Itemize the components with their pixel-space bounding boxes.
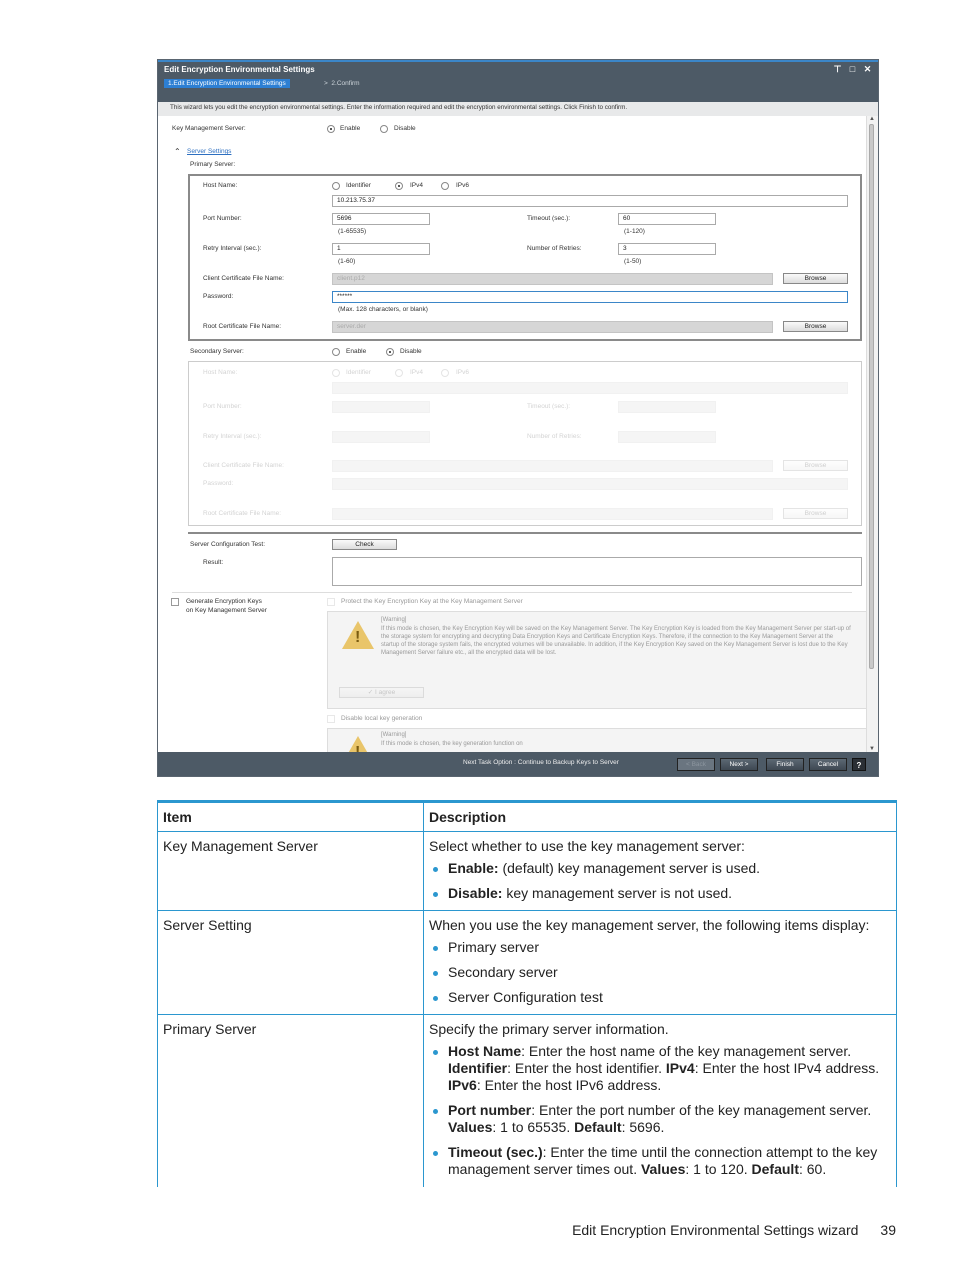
identifier-radio[interactable]	[332, 182, 340, 190]
list-item: Disable: key management server is not used.	[448, 885, 891, 902]
generate-keys-label-1: Generate Encryption Keys	[186, 598, 262, 605]
row-intro: When you use the key management server, the following items display:	[429, 917, 870, 933]
wizard-description: This wizard lets you edit the encryption environmental settings. Enter the information required and edit the encryption environmental settings. Click Finish to confirm.	[158, 102, 878, 116]
protect-key-label: Protect the Key Encryption Key at the Key Management Server	[341, 598, 523, 605]
warning2-title: [Warning]	[381, 732, 407, 738]
timeout-label: Timeout (sec.):	[527, 215, 571, 222]
agree-button: ✓ I agree	[339, 687, 424, 698]
ipv6-radio[interactable]	[441, 182, 449, 190]
scroll-thumb[interactable]	[869, 124, 874, 669]
sec-retries-input	[618, 431, 716, 443]
sec-retries-label: Number of Retries:	[527, 433, 582, 440]
warning-icon-2	[342, 736, 374, 752]
primary-server-label: Primary Server:	[190, 161, 236, 168]
list-item: Host Name: Enter the host name of the key management server. Identifier: Enter the host identifier. IPv4: Enter the host IPv4 address. IPv6: Enter the host IPv6 address.	[448, 1043, 891, 1094]
protect-key-checkbox	[327, 598, 335, 606]
description-table	[157, 800, 897, 1187]
table-row	[158, 1015, 897, 1187]
host-name-input[interactable]: 10.213.75.37	[332, 195, 848, 207]
finish-button[interactable]: Finish	[766, 758, 804, 771]
row-item: Key Management Server	[158, 832, 424, 911]
wizard-dialog-screenshot	[157, 59, 879, 777]
kms-disable-radio[interactable]	[380, 125, 388, 133]
sec-root-cert-label: Root Certificate File Name:	[203, 510, 282, 517]
sec-host-name-label: Host Name:	[203, 369, 238, 376]
secondary-disable-label: Disable	[400, 348, 422, 355]
next-button[interactable]: Next >	[720, 758, 758, 771]
retry-interval-label: Retry Interval (sec.):	[203, 245, 262, 252]
kms-label: Key Management Server:	[172, 125, 246, 132]
disable-local-checkbox	[327, 715, 335, 723]
port-number-input[interactable]: 5696	[332, 213, 430, 225]
identifier-label: Identifier	[346, 182, 371, 189]
sec-host-input	[332, 382, 848, 394]
root-cert-label: Root Certificate File Name:	[203, 323, 282, 330]
sec-root-cert-input	[332, 508, 773, 520]
timeout-range: (1-120)	[624, 228, 645, 235]
page-footer	[572, 1222, 896, 1238]
client-cert-browse-button[interactable]: Browse	[783, 273, 848, 284]
sec-ipv6-label: IPv6	[456, 369, 470, 376]
step-2-confirm: > 2.Confirm	[324, 80, 360, 87]
server-config-test-label: Server Configuration Test:	[190, 541, 266, 548]
ipv6-label: IPv6	[456, 182, 470, 189]
sec-password-label: Password:	[203, 480, 234, 487]
section-divider-2	[172, 592, 852, 593]
pin-icon[interactable]: ⊤	[833, 64, 842, 74]
back-button[interactable]: < Back	[677, 758, 715, 771]
warning-title: [Warning]	[381, 617, 407, 623]
sec-client-browse-button: Browse	[783, 460, 848, 471]
next-task-option[interactable]: Next Task Option : Continue to Backup Keys to Server	[463, 759, 619, 766]
password-input[interactable]: ******	[332, 291, 848, 303]
port-range: (1-65535)	[338, 228, 367, 235]
sec-port-input	[332, 401, 430, 413]
row-description	[424, 832, 897, 911]
dialog-body	[158, 116, 866, 752]
row-item: Server Setting	[158, 911, 424, 1015]
collapse-chevron-icon[interactable]: ⌃	[174, 147, 181, 156]
secondary-enable-label: Enable	[346, 348, 367, 355]
row-intro: Select whether to use the key management server:	[429, 838, 745, 854]
row-description	[424, 1015, 897, 1187]
sec-timeout-label: Timeout (sec.):	[527, 403, 571, 410]
header-description: Description	[424, 802, 897, 832]
generate-keys-checkbox[interactable]	[171, 598, 179, 606]
ipv4-radio[interactable]	[395, 182, 403, 190]
sec-port-label: Port Number:	[203, 403, 242, 410]
restore-icon[interactable]: □	[849, 64, 856, 74]
row-description	[424, 911, 897, 1015]
retry-range: (1-60)	[338, 258, 356, 265]
check-button[interactable]: Check	[332, 539, 397, 550]
warning-icon	[342, 621, 374, 649]
generate-keys-label-2: on Key Management Server	[186, 607, 267, 614]
secondary-disable-radio[interactable]	[386, 348, 394, 356]
timeout-input[interactable]: 60	[618, 213, 716, 225]
row-intro: Specify the primary server information.	[429, 1021, 669, 1037]
password-label: Password:	[203, 293, 234, 300]
result-box	[332, 557, 862, 586]
client-cert-input[interactable]: client.p12	[332, 273, 773, 285]
ipv4-label: IPv4	[410, 182, 424, 189]
kms-enable-label: Enable	[340, 125, 361, 132]
cancel-button[interactable]: Cancel	[809, 758, 847, 771]
secondary-server-label: Secondary Server:	[190, 348, 244, 355]
root-cert-input[interactable]: server.der	[332, 321, 773, 333]
page-number: 39	[880, 1222, 896, 1238]
header-item: Item	[158, 802, 424, 832]
sec-identifier-radio	[332, 369, 340, 377]
server-settings-link[interactable]: Server Settings	[187, 148, 232, 155]
kms-disable-label: Disable	[394, 125, 416, 132]
sec-root-browse-button: Browse	[783, 508, 848, 519]
checkmark-icon: ✓	[367, 689, 374, 696]
wizard-steps	[158, 78, 878, 90]
retries-label: Number of Retries:	[527, 245, 582, 252]
sec-identifier-label: Identifier	[346, 369, 371, 376]
result-label: Result:	[203, 559, 224, 566]
sec-client-cert-input	[332, 460, 773, 472]
list-item: Port number: Enter the port number of the key management server. Values: 1 to 65535. Default: 5696.	[448, 1102, 891, 1136]
vertical-scrollbar[interactable]	[866, 116, 878, 752]
sec-retry-label: Retry Interval (sec.):	[203, 433, 262, 440]
sec-ipv6-radio	[441, 369, 449, 377]
section-divider	[188, 532, 862, 534]
help-button[interactable]: ?	[852, 758, 866, 771]
list-item: Primary server	[448, 939, 891, 956]
password-hint: (Max. 128 characters, or blank)	[338, 306, 428, 313]
host-name-label: Host Name:	[203, 182, 238, 189]
kms-enable-radio[interactable]	[327, 125, 335, 133]
sec-ipv4-label: IPv4	[410, 369, 424, 376]
retries-range: (1-50)	[624, 258, 642, 265]
table-row	[158, 832, 897, 911]
scroll-down-icon[interactable]: ▼	[869, 746, 875, 752]
dialog-title-bar	[158, 60, 878, 78]
dialog-footer	[158, 752, 878, 776]
disable-local-label: Disable local key generation	[341, 715, 423, 722]
list-item: Timeout (sec.): Enter the time until the connection attempt to the key management server times out. Values: 1 to 120. Default: 60.	[448, 1144, 891, 1178]
row-item: Primary Server	[158, 1015, 424, 1187]
secondary-enable-radio[interactable]	[332, 348, 340, 356]
sec-retry-input	[332, 431, 430, 443]
close-icon[interactable]: ✕	[863, 64, 872, 74]
table-row	[158, 911, 897, 1015]
sec-timeout-input	[618, 401, 716, 413]
scroll-up-icon[interactable]: ▲	[869, 116, 875, 122]
list-item: Secondary server	[448, 964, 891, 981]
warning2-text: If this mode is chosen, the key generation function on	[381, 741, 523, 747]
list-item: Enable: (default) key management server is used.	[448, 860, 891, 877]
retries-input[interactable]: 3	[618, 243, 716, 255]
footer-title: Edit Encryption Environmental Settings wizard	[572, 1222, 859, 1238]
warning-text: If this mode is chosen, the Key Encryption Key will be saved on the Key Management Server. The Key Encryption Key is loaded from the Key Management Server per start-up of the storage system for encrypting and decrypting Data Encryption Keys and Certificate Encryption Keys. Therefore, if the connection to the Key Management Server at the startup of the storage system fails, the encrypted volumes will be unavailable. In addition, if the Key Encryption Key saved on the Key Management Server is lost due to the Key Management Server failure etc., all the encrypted data will be lost.	[381, 626, 851, 656]
step-1-edit[interactable]: 1.Edit Encryption Environmental Settings	[164, 79, 290, 88]
sec-password-input	[332, 478, 848, 490]
dialog-title: Edit Encryption Environmental Settings	[164, 65, 315, 74]
sec-client-cert-label: Client Certificate File Name:	[203, 462, 284, 469]
port-number-label: Port Number:	[203, 215, 242, 222]
sec-ipv4-radio	[395, 369, 403, 377]
client-cert-label: Client Certificate File Name:	[203, 275, 284, 282]
list-item: Server Configuration test	[448, 989, 891, 1006]
retry-interval-input[interactable]: 1	[332, 243, 430, 255]
root-cert-browse-button[interactable]: Browse	[783, 321, 848, 332]
